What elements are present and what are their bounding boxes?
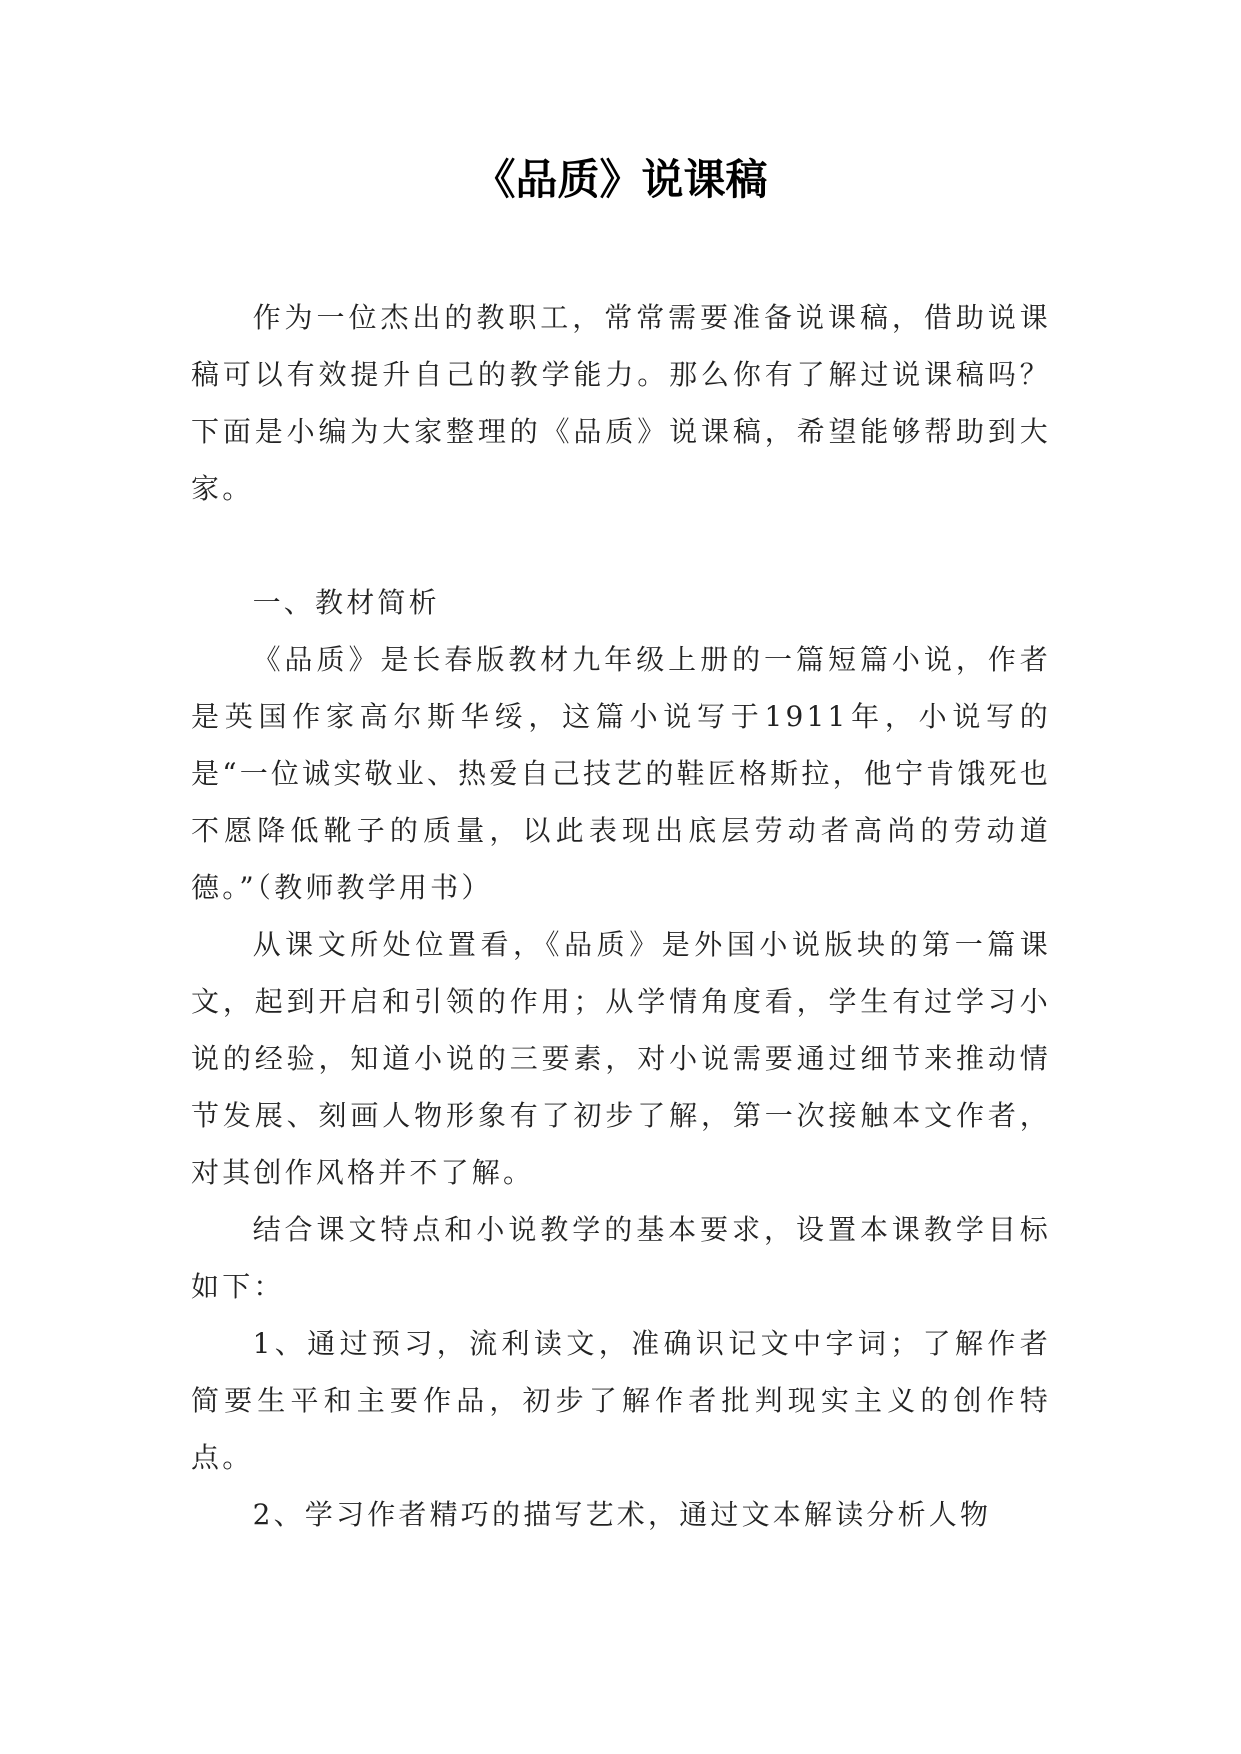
document-title: 《品质》说课稿: [473, 155, 768, 204]
body-paragraph: 《品质》是长春版教材九年级上册的一篇短篇小说，作者是英国作家高尔斯华绥，这篇小说写于1911年，小说写的是“一位诚实敬业、热爱自己技艺的鞋匠格斯拉，他宁肯饿死也不愿降低靴子的质量，以此表现出底层劳动者高尚的劳动道德。”（教师教学用书）: [191, 643, 1051, 904]
body-paragraph: 从课文所处位置看，《品质》是外国小说版块的第一篇课文，起到开启和引领的作用；从学情角度看，学生有过学习小说的经验，知道小说的三要素，对小说需要通过细节来推动情节发展、刻画人物形象有了初步了解，第一次接触本文作者，对其创作风格并不了解。: [191, 928, 1051, 1189]
document-body: [191, 289, 1051, 1543]
body-paragraph: 1、通过预习，流利读文，准确识记文中字词；了解作者简要生平和主要作品，初步了解作者批判现实主义的创作特点。: [191, 1327, 1051, 1474]
intro-paragraph: 作为一位杰出的教职工，常常需要准备说课稿，借助说课稿可以有效提升自己的教学能力。那么你有了解过说课稿吗？下面是小编为大家整理的《品质》说课稿，希望能够帮助到大家。: [191, 301, 1051, 505]
paragraph-gap: [191, 517, 1051, 574]
body-paragraph: 结合课文特点和小说教学的基本要求，设置本课教学目标如下：: [191, 1213, 1051, 1303]
section-heading: 一、教材简析: [252, 586, 440, 619]
body-paragraph: 2、学习作者精巧的描写艺术，通过文本解读分析人物: [252, 1498, 992, 1531]
